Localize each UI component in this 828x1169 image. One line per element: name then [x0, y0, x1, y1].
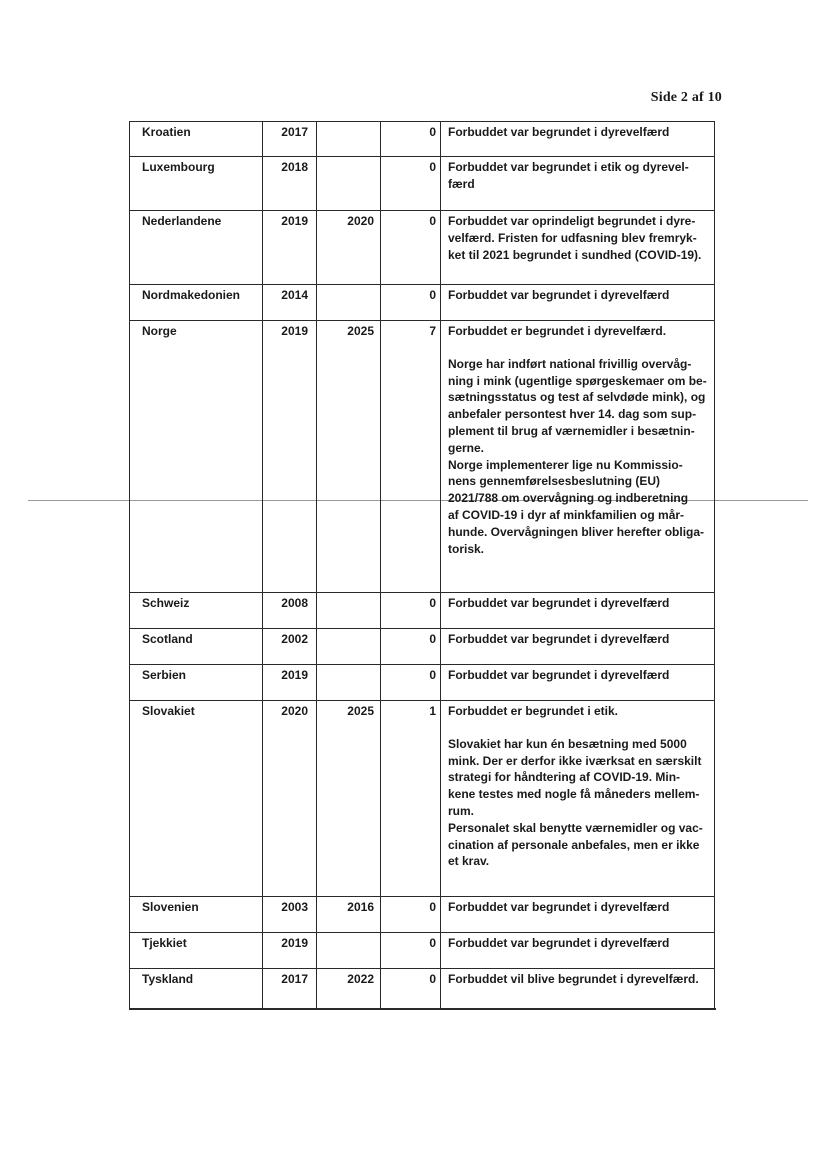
ban-year-cell: 2008 [281, 596, 308, 610]
country-cell: Tyskland [142, 972, 194, 986]
note-line: nens gennemførelsesbeslutning (EU) [448, 474, 661, 489]
count-cell: 0 [429, 972, 436, 986]
note-cell [448, 323, 710, 557]
note-cell [448, 703, 710, 870]
note-line: strategi for håndtering af COVID-19. Min- [448, 770, 681, 785]
country-cell: Scotland [142, 632, 193, 646]
note-line: Forbuddet er begrundet i dyrevelfærd. [448, 324, 667, 338]
note-line: mink. Der er derfor ikke iværksat en særskilt [448, 753, 702, 768]
count-cell: 0 [429, 288, 436, 302]
count-cell: 0 [429, 632, 436, 646]
ban-year-cell: 2002 [281, 632, 308, 646]
page-number: Side 2 af 10 [650, 90, 722, 105]
ban-year-cell: 2020 [281, 704, 308, 718]
row-border [129, 320, 714, 321]
row-border [129, 700, 714, 701]
count-cell: 0 [429, 160, 436, 174]
note-line: Forbuddet var begrundet i dyrevelfærd [448, 936, 670, 950]
note-line: af COVID-19 i dyr af minkfamilien og mår- [448, 507, 685, 522]
column-border [262, 121, 263, 1008]
note-line: Forbuddet var oprindeligt begrundet i dyre- [448, 214, 696, 228]
note-line: Forbuddet var begrundet i dyrevelfærd [448, 125, 670, 139]
note-line: ning i mink (ugentlige spørgeskemaer om be- [448, 373, 707, 388]
note-line: Forbuddet var begrundet i etik og dyrevel- [448, 160, 689, 174]
phaseout-year-cell: 2025 [347, 324, 374, 338]
note-cell [448, 287, 710, 304]
note-cell [448, 213, 710, 263]
column-border [380, 121, 381, 1008]
country-cell: Slovakiet [142, 704, 195, 718]
note-line: 2021/788 om overvågning og indberetning [448, 491, 689, 506]
note-line: gerne. [448, 440, 485, 455]
note-cell [448, 971, 710, 988]
note-line: Forbuddet var begrundet i dyrevelfærd [448, 632, 670, 646]
note-line: færd [448, 176, 475, 191]
country-cell: Luxembourg [142, 160, 215, 174]
note-cell [448, 935, 710, 952]
note-line: plement til brug af værnemidler i besætnin- [448, 423, 695, 438]
column-border [316, 121, 317, 1008]
country-cell: Serbien [142, 668, 187, 682]
count-cell: 1 [429, 704, 436, 718]
note-line: Slovakiet har kun én besætning med 5000 [448, 736, 687, 751]
note-line: Forbuddet vil blive begrundet i dyrevelfærd. [448, 972, 699, 986]
ban-year-cell: 2003 [281, 900, 308, 914]
note-cell [448, 124, 710, 141]
note-line [448, 720, 710, 736]
note-line [448, 340, 710, 356]
note-cell [448, 631, 710, 648]
note-line: torisk. [448, 541, 485, 556]
row-border [129, 210, 714, 211]
ban-year-cell: 2018 [281, 160, 308, 174]
column-border [129, 121, 130, 1008]
row-border [129, 664, 714, 665]
row-border [129, 896, 714, 897]
note-line: Forbuddet er begrundet i etik. [448, 704, 619, 718]
row-border [129, 932, 714, 933]
note-line: kene testes med nogle få måneders mellem- [448, 787, 700, 802]
row-border [129, 121, 714, 122]
note-line: sætningsstatus og test af selvdøde mink), og [448, 390, 706, 405]
count-cell: 0 [429, 900, 436, 914]
country-cell: Nederlandene [142, 214, 222, 228]
row-border [129, 592, 714, 593]
ban-year-cell: 2019 [281, 936, 308, 950]
ban-year-cell: 2017 [281, 125, 308, 139]
note-line: Norge har indført national frivillig overvåg- [448, 356, 692, 371]
ban-year-cell: 2019 [281, 324, 308, 338]
count-cell: 0 [429, 936, 436, 950]
count-cell: 0 [429, 596, 436, 610]
note-line: rum. [448, 803, 475, 818]
note-cell [448, 899, 710, 916]
country-cell: Slovenien [142, 900, 199, 914]
ban-year-cell: 2019 [281, 668, 308, 682]
note-line: Forbuddet var begrundet i dyrevelfærd [448, 900, 670, 914]
row-border [129, 628, 714, 629]
count-cell: 7 [429, 324, 436, 338]
row-border [129, 156, 714, 157]
country-cell: Nordmakedonien [142, 288, 241, 302]
note-line: Norge implementerer lige nu Kommissio- [448, 457, 683, 472]
row-border [129, 284, 714, 285]
row-border [129, 968, 714, 969]
count-cell: 0 [429, 668, 436, 682]
count-cell: 0 [429, 125, 436, 139]
phaseout-year-cell: 2016 [347, 900, 374, 914]
note-cell [448, 595, 710, 612]
note-line: ket til 2021 begrundet i sundhed (COVID-19). [448, 247, 702, 262]
country-cell: Kroatien [142, 125, 191, 139]
country-cell: Norge [142, 324, 177, 338]
phaseout-year-cell: 2022 [347, 972, 374, 986]
note-line: Forbuddet var begrundet i dyrevelfærd [448, 288, 670, 302]
note-line: cination af personale anbefales, men er ikke [448, 837, 700, 852]
phaseout-year-cell: 2020 [347, 214, 374, 228]
note-line: velfærd. Fristen for udfasning blev fremryk- [448, 230, 697, 245]
ban-year-cell: 2014 [281, 288, 308, 302]
row-border [129, 1008, 716, 1010]
note-line: Forbuddet var begrundet i dyrevelfærd [448, 668, 670, 682]
note-cell [448, 667, 710, 684]
column-border [714, 121, 715, 1008]
note-line: et krav. [448, 854, 490, 869]
note-cell [448, 159, 710, 193]
country-cell: Schweiz [142, 596, 190, 610]
country-cell: Tjekkiet [142, 936, 187, 950]
note-line: hunde. Overvågningen bliver herefter obliga- [448, 524, 705, 539]
ban-year-cell: 2017 [281, 972, 308, 986]
note-line: Forbuddet var begrundet i dyrevelfærd [448, 596, 670, 610]
note-line: anbefaler persontest hver 14. dag som sup- [448, 407, 697, 422]
ban-year-cell: 2019 [281, 214, 308, 228]
count-cell: 0 [429, 214, 436, 228]
column-border [440, 121, 441, 1008]
phaseout-year-cell: 2025 [347, 704, 374, 718]
note-line: Personalet skal benytte værnemidler og vac- [448, 820, 703, 835]
